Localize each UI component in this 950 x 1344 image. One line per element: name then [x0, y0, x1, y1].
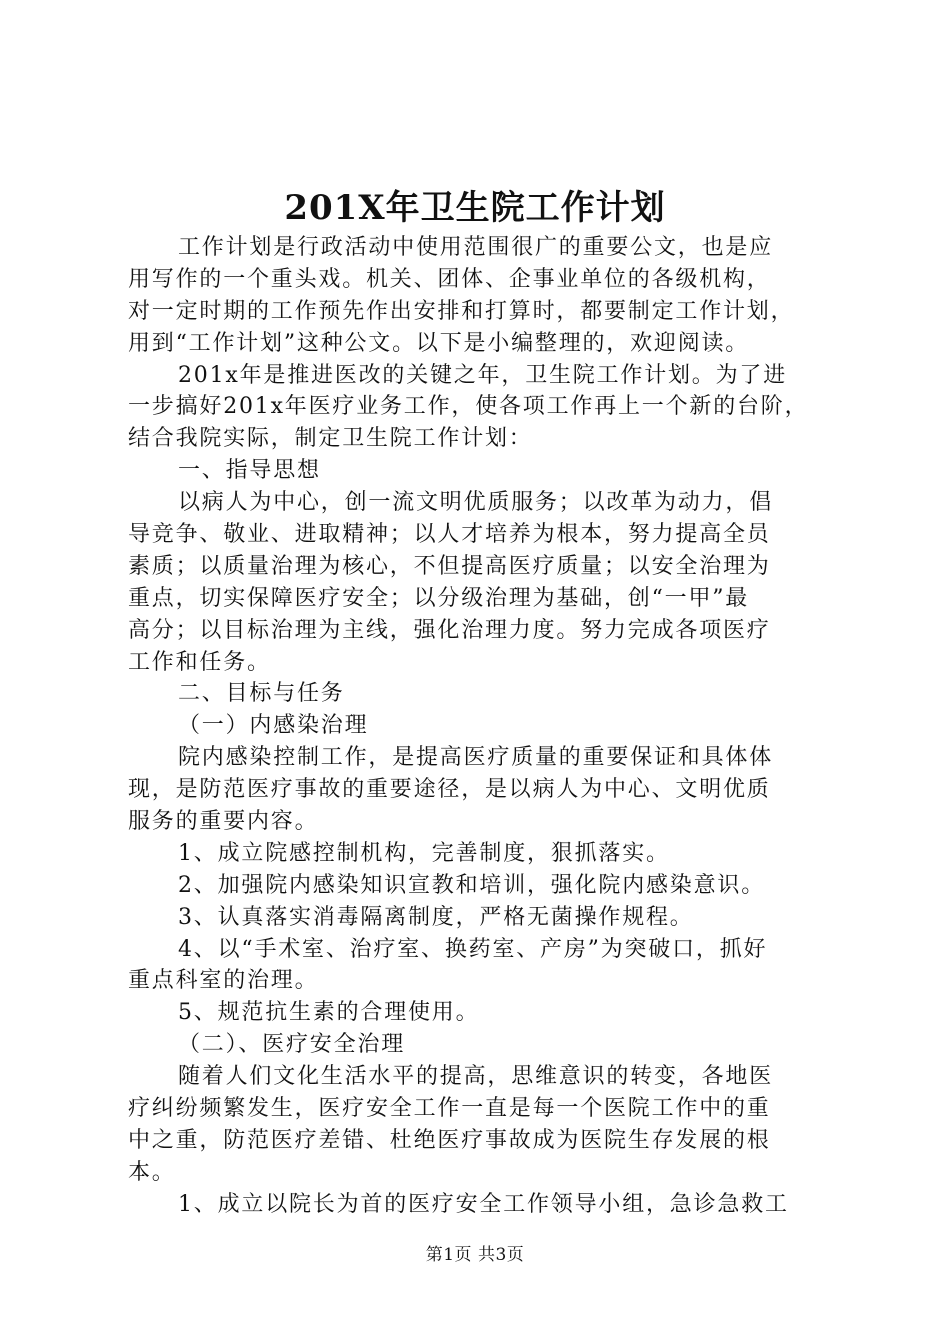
body-line: 院内感染控制工作，是提高医疗质量的重要保证和具体体 — [178, 745, 774, 771]
body-line: 导竞争、敬业、进取精神；以人才培养为根本，努力提高全员 — [128, 522, 771, 548]
body-line: 重点，切实保障医疗安全；以分级治理为基础，创“一甲”最 — [128, 585, 750, 611]
body-line: 用到“工作计划”这种公文。以下是小编整理的，欢迎阅读。 — [128, 330, 750, 356]
body-line: 疗纠纷频繁发生，医疗安全工作一直是每一个医院工作中的重 — [128, 1096, 771, 1122]
body-line: 4、以“手术室、治疗室、换药室、产房”为突破口，抓好 — [178, 936, 768, 962]
body-line: 1、成立院感控制机构，完善制度，狠抓落实。 — [178, 840, 670, 866]
body-line: 本。 — [128, 1159, 176, 1185]
body-line: 工作和任务。 — [128, 649, 271, 675]
body-line: 一、指导思想 — [178, 458, 321, 484]
body-line: 服务的重要内容。 — [128, 809, 319, 835]
body-line: 工作计划是行政活动中使用范围很广的重要公文，也是应 — [178, 235, 774, 260]
body-line: 重点科室的治理。 — [128, 968, 319, 994]
page-footer: 第1页 共3页 — [425, 1245, 525, 1265]
body-line: 对一定时期的工作预先作出安排和打算时，都要制定工作计划， — [128, 298, 795, 324]
body-line: （一）内感染治理 — [178, 713, 369, 739]
body-line: 结合我院实际，制定卫生院工作计划： — [128, 426, 533, 452]
body-line: 高分；以目标治理为主线，强化治理力度。努力完成各项医疗 — [128, 617, 771, 643]
body-line: 3、认真落实消毒隔离制度，严格无菌操作规程。 — [178, 904, 694, 930]
body-line: 二、目标与任务 — [178, 681, 345, 707]
body-line: 以病人为中心，创一流文明优质服务；以改革为动力，倡 — [178, 490, 774, 516]
body-line: 2、加强院内感染知识宣教和培训，强化院内感染意识。 — [178, 872, 765, 898]
body-line: 现，是防范医疗事故的重要途径，是以病人为中心、文明优质 — [128, 777, 771, 803]
body-line: 随着人们文化生活水平的提高，思维意识的转变，各地医 — [178, 1064, 774, 1090]
body-line: 1、成立以院长为首的医疗安全工作领导小组，急诊急救工 — [178, 1191, 789, 1217]
body-line: 素质；以质量治理为核心，不但提高医疗质量；以安全治理为 — [128, 553, 771, 579]
body-line: 一步搞好201x年医疗业务工作，使各项工作再上一个新的台阶， — [128, 394, 809, 420]
document-body — [128, 232, 832, 1221]
body-line: 中之重，防范医疗差错、杜绝医疗事故成为医院生存发展的根 — [128, 1127, 771, 1153]
body-line: （二）、医疗安全治理 — [178, 1032, 406, 1058]
document-title: 201X年卫生院工作计划 — [284, 188, 666, 228]
body-line: 201x年是推进医改的关键之年，卫生院工作计划。为了进 — [178, 362, 787, 388]
body-line: 5、规范抗生素的合理使用。 — [178, 1000, 480, 1026]
body-line: 用写作的一个重头戏。机关、团体、企事业单位的各级机构， — [128, 266, 771, 292]
